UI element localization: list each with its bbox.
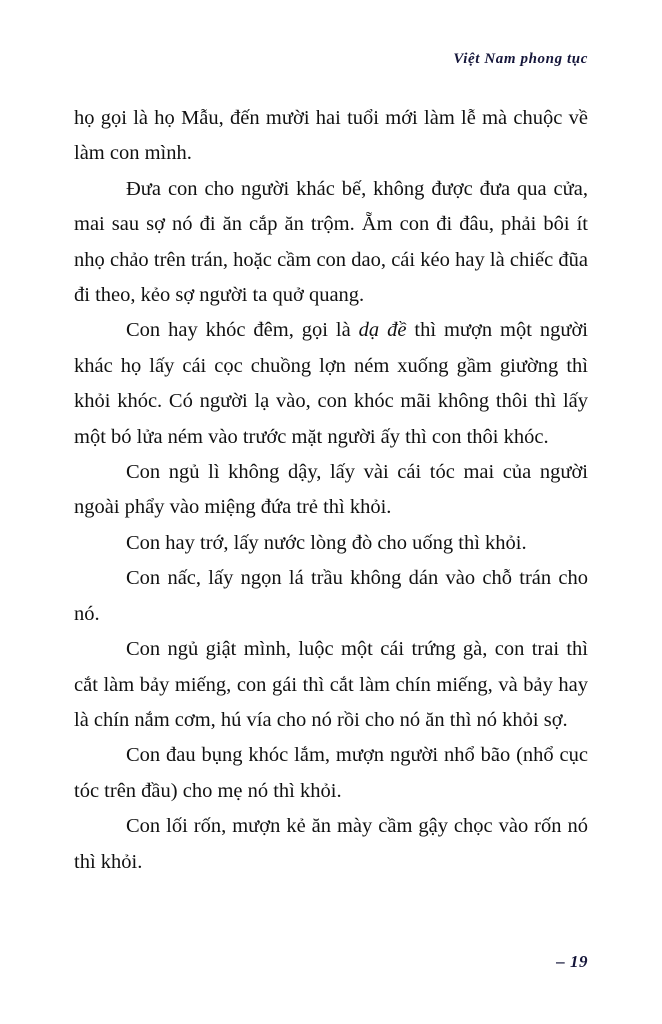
paragraph-2: Đưa con cho người khác bế, không được đưa qua cửa, mai sau sợ nó đi ăn cắp ăn trộm. Ẵm con đi đâu, phải bôi ít nhọ chảo trên trán, hoặc cầm con dao, cái kéo hay là chiếc đũa đi theo, kẻo sợ người ta quở quang. [74, 177, 588, 307]
body-text-block [74, 101, 588, 880]
running-head: Việt Nam phong tục [453, 51, 588, 67]
paragraph-3-tail: thì mượn một người khác họ lấy cái cọc chuồng lợn ném xuống gầm giường thì khỏi khóc. Có người lạ vào, con khóc mãi không thôi thì lấy một bó lửa ném vào trước mặt người ấy thì con thôi khóc. [74, 319, 589, 448]
page-number: – 19 [556, 952, 588, 971]
paragraph-3-lead: Con hay khóc đêm, gọi là [126, 319, 359, 342]
paragraph-5: Con hay trớ, lấy nước lòng đò cho uống thì khỏi. [126, 531, 527, 554]
paragraph-4: Con ngủ lì không dậy, lấy vài cái tóc mai của người ngoài phẩy vào miệng đứa trẻ thì khỏi. [74, 461, 588, 519]
paragraph-3-emphasis: dạ đề [358, 319, 407, 342]
paragraph-1: họ gọi là họ Mẫu, đến mười hai tuổi mới làm lễ mà chuộc về làm con mình. [74, 107, 588, 165]
paragraph-6: Con nấc, lấy ngọn lá trầu không dán vào chỗ trán cho nó. [74, 567, 588, 625]
paragraph-8: Con đau bụng khóc lắm, mượn người nhổ bão (nhổ cục tóc trên đầu) cho mẹ nó thì khỏi. [74, 744, 588, 802]
paragraph-9: Con lối rốn, mượn kẻ ăn mày cầm gậy chọc vào rốn nó thì khỏi. [74, 815, 588, 873]
paragraph-7: Con ngủ giật mình, luộc một cái trứng gà, con trai thì cắt làm bảy miếng, con gái thì cắt làm chín miếng, và bảy hay là chín nắm cơm, hú vía cho nó rồi cho nó ăn thì nó khỏi sợ. [74, 638, 588, 731]
paragraph-3 [74, 313, 588, 455]
